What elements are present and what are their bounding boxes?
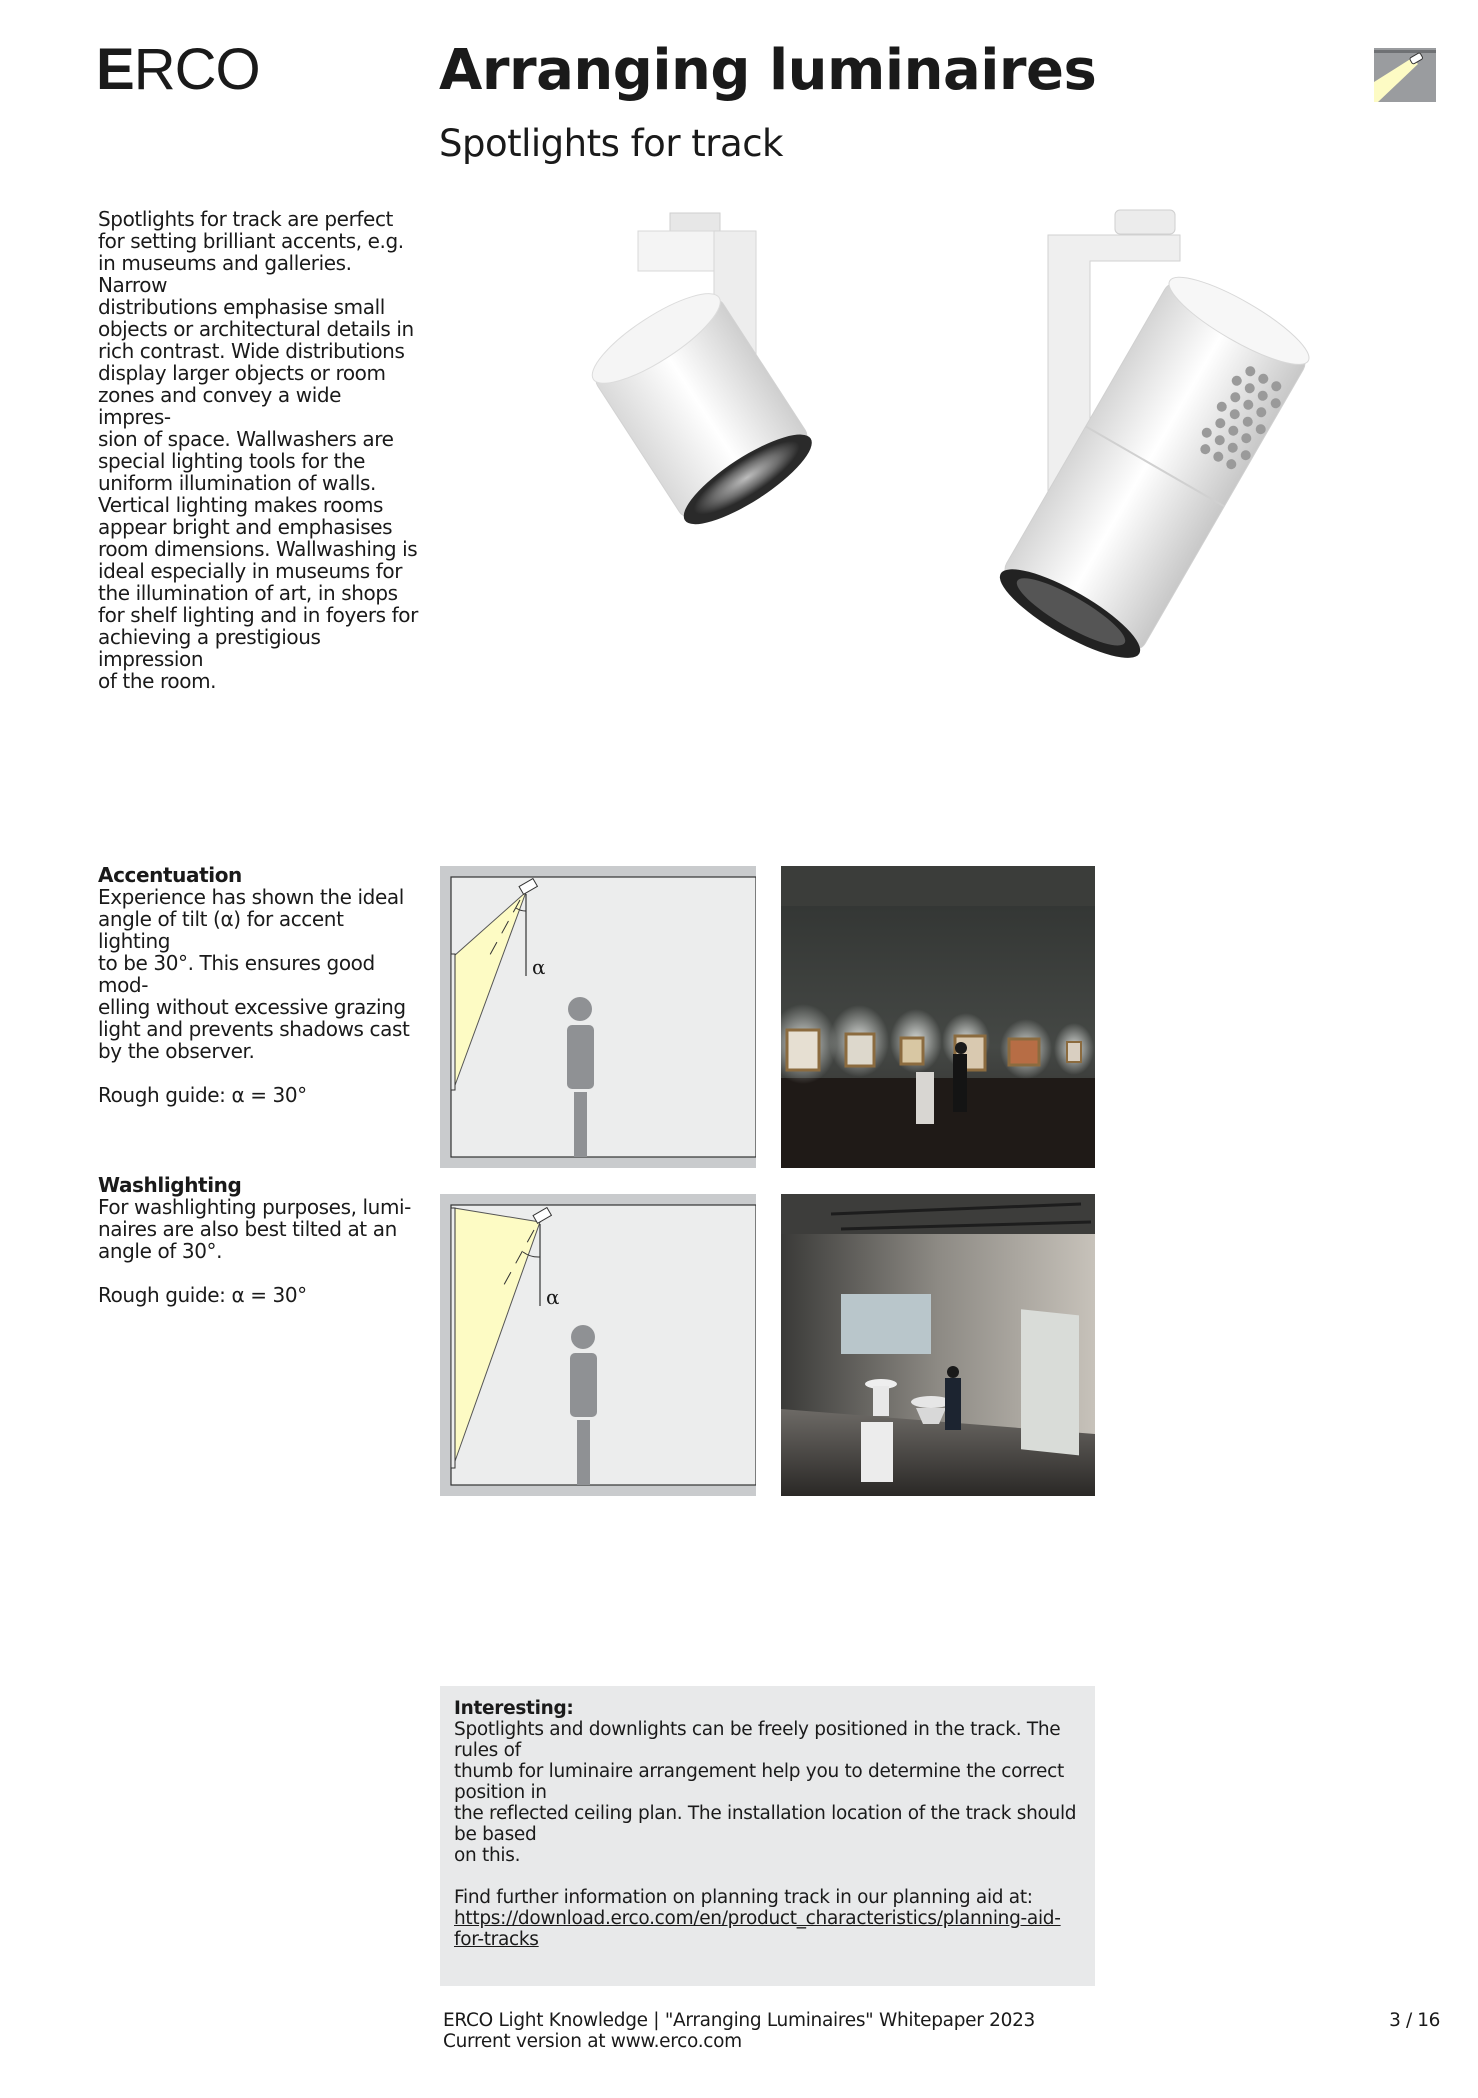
intro-line: distributions emphasise small bbox=[98, 295, 385, 319]
accentuation-gallery-photo bbox=[781, 866, 1095, 1168]
info_box-line: Spotlights and downlights can be freely positioned in the track. The rules of bbox=[454, 1719, 1061, 1761]
accentuation-line: elling without excessive grazing bbox=[98, 995, 406, 1019]
washlighting-line: naires are also best tilted at an bbox=[98, 1217, 397, 1241]
accentuation-line: angle of tilt (α) for accent lighting bbox=[98, 907, 344, 953]
intro-line: uniform illumination of walls. bbox=[98, 471, 377, 495]
accentuation-line: Experience has shown the ideal bbox=[98, 885, 404, 909]
intro-line: display larger objects or room bbox=[98, 361, 386, 385]
washlighting-gallery-photo bbox=[781, 1194, 1095, 1496]
intro-line: of the room. bbox=[98, 669, 217, 693]
intro-line: room dimensions. Wallwashing is bbox=[98, 537, 418, 561]
washlighting-diagram bbox=[440, 1194, 756, 1496]
washlighting-line: angle of 30°. bbox=[98, 1239, 223, 1263]
intro-line: Spotlights for track are perfect bbox=[98, 207, 393, 231]
page-title: Arranging luminaires bbox=[439, 38, 1097, 103]
washlighting-line: For washlighting purposes, lumi- bbox=[98, 1195, 412, 1219]
intro-line: in museums and galleries. Narrow bbox=[98, 251, 352, 297]
page-subtitle: Spotlights for track bbox=[439, 122, 783, 165]
intro-line: ideal especially in museums for bbox=[98, 559, 403, 583]
intro-line: special lighting tools for the bbox=[98, 449, 366, 473]
footer bbox=[443, 2010, 1035, 2052]
intro-line: objects or architectural details in bbox=[98, 317, 414, 341]
intro-line: appear bright and emphasises bbox=[98, 515, 393, 539]
accentuation-line: to be 30°. This ensures good mod- bbox=[98, 951, 375, 997]
spotlight-beam-icon bbox=[1374, 48, 1436, 102]
intro-line: sion of space. Wallwashers are bbox=[98, 427, 394, 451]
intro-line: zones and convey a wide impres- bbox=[98, 383, 342, 429]
info_box-line: the reflected ceiling plan. The installation location of the track should be based bbox=[454, 1803, 1077, 1845]
intro-text bbox=[98, 208, 418, 692]
svg-text:α: α bbox=[546, 1285, 560, 1309]
accentuation-text bbox=[98, 864, 418, 1106]
intro-line: achieving a prestigious impression bbox=[98, 625, 321, 671]
info_box-line: thumb for luminaire arrangement help you to determine the correct position in bbox=[454, 1761, 1064, 1803]
accentuation-line: by the observer. bbox=[98, 1039, 255, 1063]
accentuation-guide: Rough guide: α = 30° bbox=[98, 1083, 307, 1107]
intro-line: the illumination of art, in shops bbox=[98, 581, 398, 605]
spotlight-small-image bbox=[590, 205, 840, 555]
svg-text:α: α bbox=[532, 955, 546, 979]
info-heading: Interesting: bbox=[454, 1698, 574, 1719]
intro-line: rich contrast. Wide distributions bbox=[98, 339, 405, 363]
info-more-text: Find further information on planning track in our planning aid at: bbox=[454, 1887, 1033, 1908]
footer-version: Current version at www.erco.com bbox=[443, 2031, 742, 2052]
washlighting-text bbox=[98, 1174, 418, 1306]
intro-line: for shelf lighting and in foyers for bbox=[98, 603, 418, 627]
accentuation-line: light and prevents shadows cast bbox=[98, 1017, 410, 1041]
intro-line: for setting brilliant accents, e.g. bbox=[98, 229, 404, 253]
accentuation-diagram bbox=[440, 866, 756, 1168]
info-box bbox=[440, 1686, 1095, 1986]
erco-logo: ERCO bbox=[96, 37, 260, 102]
spotlight-large-image bbox=[960, 205, 1310, 675]
info_box-line: on this. bbox=[454, 1845, 521, 1866]
page-number: 3 / 16 bbox=[1389, 2010, 1440, 2031]
accentuation-heading: Accentuation bbox=[98, 863, 242, 887]
washlighting-guide: Rough guide: α = 30° bbox=[98, 1283, 307, 1307]
washlighting-heading: Washlighting bbox=[98, 1173, 242, 1197]
intro-line: Vertical lighting makes rooms bbox=[98, 493, 384, 517]
footer-publication: ERCO Light Knowledge | "Arranging Luminaires" Whitepaper 2023 bbox=[443, 2010, 1036, 2031]
planning-aid-link[interactable]: https://download.erco.com/en/product_characteristics/planning-aid-for-tracks bbox=[454, 1908, 1061, 1950]
